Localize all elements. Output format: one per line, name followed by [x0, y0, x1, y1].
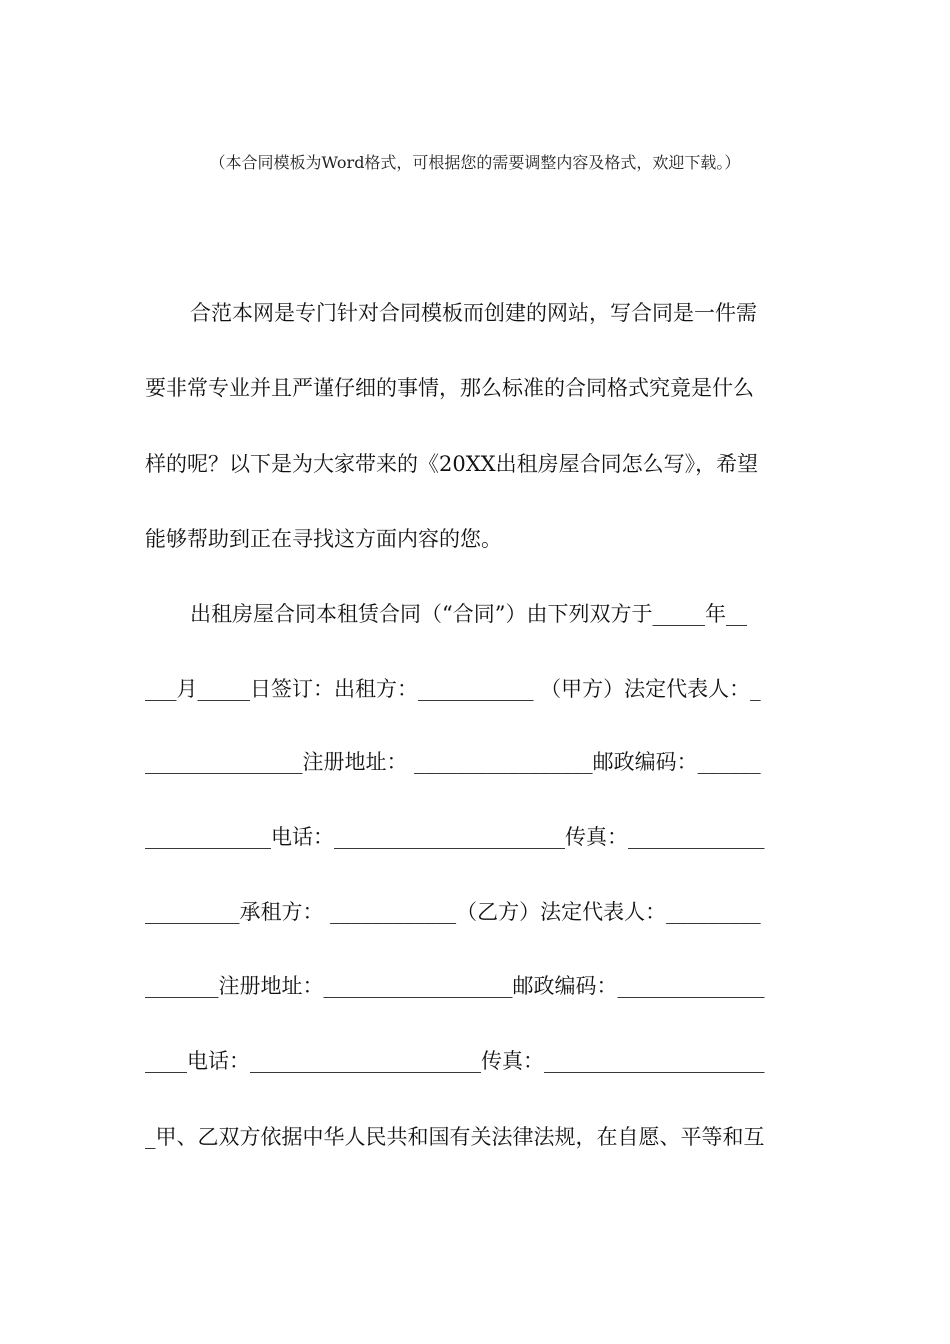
contract-line-1: 出租房屋合同本租赁合同（“合同”）由下列双方于_____年__ — [190, 602, 747, 626]
intro-line-1: 合范本网是专门针对合同模板而创建的网站，写合同是一件需 — [190, 301, 757, 325]
template-note: （本合同模板为Word格式，可根据您的需要调整内容及格式，欢迎下载。） — [209, 153, 741, 172]
intro-line-4: 能够帮助到正在寻找这方面内容的您。 — [145, 527, 502, 551]
contract-line-6: _______注册地址：__________________邮政编码：______________ — [145, 974, 765, 998]
contract-line-4: ____________电话：______________________传真：_____________ — [145, 825, 765, 849]
contract-line-3: _______________注册地址： _________________邮政编码：______ — [145, 750, 761, 774]
intro-line-3: 样的呢？以下是为大家带来的《20XX出租房屋合同怎么写》，希望 — [145, 452, 759, 476]
contract-line-7: ____电话：______________________传真：_____________________ — [145, 1049, 765, 1073]
intro-line-2: 要非常专业并且严谨仔细的事情，那么标准的合同格式究竟是什么 — [145, 376, 754, 400]
contract-line-8: _甲、乙双方依据中华人民共和国有关法律法规，在自愿、平等和互 — [145, 1125, 765, 1149]
contract-line-2: ___月_____日签订：出租方：___________ （甲方）法定代表人：_ — [145, 677, 761, 701]
contract-line-5: _________承租方： ____________（乙方）法定代表人：_________ — [145, 900, 761, 924]
